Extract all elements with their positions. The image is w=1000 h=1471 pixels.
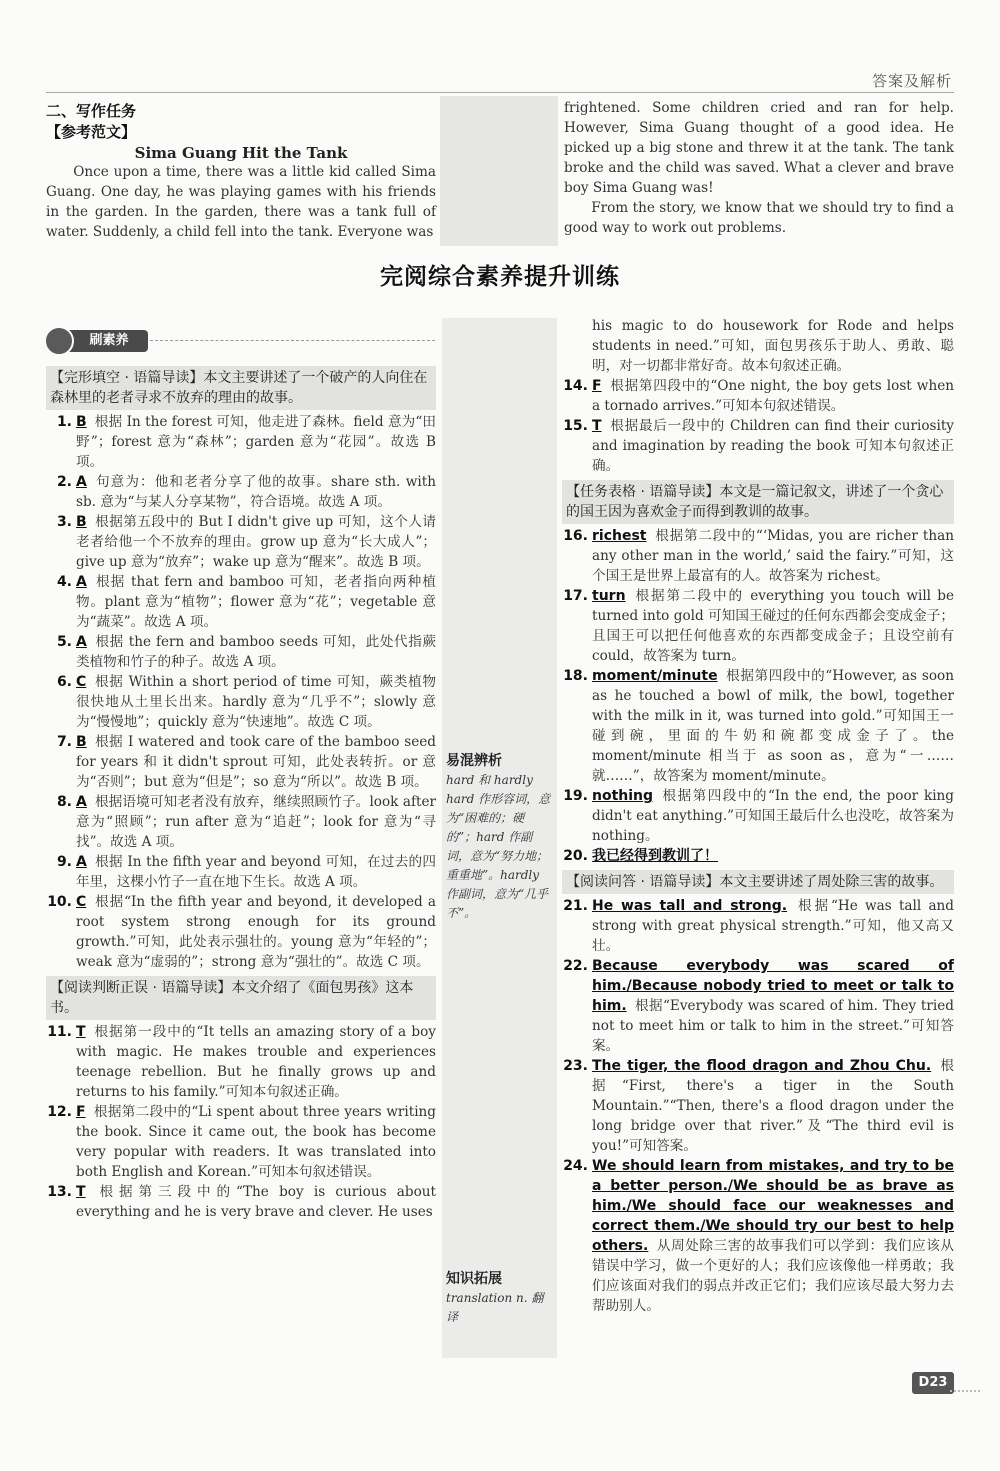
writing-right bbox=[564, 98, 954, 238]
answer-item: 4. A 根据 that fern and bamboo 可知，老者指向两种植物。plant 意为“植物”；flower 意为“花”；vegetable 意为“蔬菜”。故选 A 项。 bbox=[56, 574, 436, 630]
essay-right-text-2: From the story, we know that we should try to find a good way to work out problems. bbox=[564, 200, 954, 236]
true-false-section-header: 【阅读判断正误 · 语篇导读】本文介绍了《面包男孩》这本书。 bbox=[46, 976, 436, 1020]
true-false-answers bbox=[46, 1022, 436, 1222]
cloze-answers bbox=[46, 412, 436, 972]
page-title: 完阅综合素养提升训练 bbox=[380, 264, 620, 290]
answer-item: 13. T 根据第三段中的“The boy is curious about everything and he is very brave and clever. He uses bbox=[47, 1184, 436, 1220]
sample-essay-label: 【参考范文】 bbox=[46, 123, 137, 141]
answer-item: 5. A 根据 the fern and bamboo seeds 可知，此处代指蕨类植物和竹子的种子。故选 A 项。 bbox=[56, 634, 436, 670]
answer-item: 10. C 根据“In the fifth year and beyond, it developed a root system strong enough for its ground growth.”可知，此处表示强壮的。young 意为“年轻的”；weak 意为“虚弱的”；strong 意为“强壮的”。故选 C 项。 bbox=[47, 894, 436, 970]
answer-item: 2. A 句意为：他和老者分享了他的故事。share sth. with sb. 意为“与某人分享某物”，符合语境。故选 A 项。 bbox=[56, 474, 436, 510]
writing-section-title: 二、写作任务 bbox=[46, 102, 137, 120]
note-confusables-title: 易混辨析 bbox=[446, 753, 502, 769]
essay-title: Sima Guang Hit the Tank bbox=[134, 144, 348, 162]
answer-item: 24. We should learn from mistakes, and try to be a better person./We should be as brave as him./We should face our weaknesses and correct them./We should try our best to help others. 从周处除三害的故事我们可以学到：我们应该从错误中学习，做一个更好的人；我们应该像他一样勇敢；我们应该面对我们的弱点并改正它们；我们应该尽最大努力去帮助别人。 bbox=[563, 1158, 954, 1314]
continued-text: his magic to do housework for Rode and helps students in need.”可知，面包男孩乐于助人、勇敢、聪明，对一切都非常好奇。故本句叙述正确。 bbox=[592, 318, 954, 374]
answer-item: 7. B 根据 I watered and took care of the bamboo seed for years 和 it didn't sprout 可知，此处表转折。or 意为“否则”；but 意为“但是”；so 意为“所以”。故选 B 项。 bbox=[56, 734, 436, 790]
decorative-dots bbox=[950, 1390, 980, 1400]
answer-item: 21. He was tall and strong. 根据“He was tall and strong with great physical strength.”可知，他又高又壮。 bbox=[563, 898, 955, 954]
note-confusables-text: hard 和 hardly hard 作形容词，意为“困难的；硬的”；hard 作副词，意为“努力地；重重地”。hardly 作副词，意为“几乎不”。 bbox=[446, 773, 551, 920]
header-section-label: 答案及解析 bbox=[871, 72, 952, 90]
essay-right-text-1: frightened. Some children cried and ran for help. However, Sima Guang thought of a good idea. He picked up a big stone and threw it at the tank. The tank broke and the child was saved. What a clever and brave boy Sima Guang was! bbox=[564, 100, 954, 196]
answer-item: 19. nothing 根据第四段中的“In the end, the poor king didn't eat anything.”可知国王最后什么也没吃，故答案为 nothing。 bbox=[563, 788, 954, 844]
note-extension-text: translation n. 翻译 bbox=[446, 1291, 544, 1324]
note-extension-title: 知识拓展 bbox=[446, 1271, 502, 1287]
answer-item: 15. T 根据最后一段中的 Children can find their curiosity and imagination by reading the book 可知本句叙述正确。 bbox=[563, 418, 954, 474]
note-confusables bbox=[446, 752, 554, 923]
essay-left-text: Once upon a time, there was a little kid called Sima Guang. One day, he was playing games with his friends in the garden. In the garden, there was a tank full of water. Suddenly, a child fell into the tank. Everyone was bbox=[46, 164, 436, 240]
decorative-band bbox=[440, 96, 558, 246]
left-column bbox=[46, 366, 436, 1222]
answer-item: 3. B 根据第五段中的 But I didn't give up 可知，这个人请老者给他一个不放弃的理由。grow up 意为“长大成人”；give up 意为“放弃”；wake up 意为“醒来”。故选 B 项。 bbox=[56, 514, 436, 570]
answer-item: 23. The tiger, the flood dragon and Zhou Chu. 根据“First, there's a tiger in the South Mountain.”“Then, there's a flood dragon under the long bridge over that river.”及“The third evil is you!”可知答案。 bbox=[563, 1058, 954, 1154]
dashed-divider bbox=[150, 340, 435, 341]
practice-badge bbox=[44, 326, 148, 354]
answer-item: 17. turn 根据第二段中的 everything you touch will be turned into gold 可知国王碰过的任何东西都会变成金子；且国王可以把任何他喜欢的东西都变成金子；且设空前有 could，故答案为 turn。 bbox=[563, 588, 954, 664]
cloze-section-header: 【完形填空 · 语篇导读】本文主要讲述了一个破产的人向住在森林里的老者寻求不放弃的理由的故事。 bbox=[46, 366, 436, 410]
answer-item: 11. T 根据第一段中的“It tells an amazing story of a boy with magic. He makes trouble and experiences teenage rebellion. But he finally grows up and returns to his family.”可知本句叙述正确。 bbox=[47, 1024, 436, 1100]
answer-item: 20. 我已经得到教训了！ bbox=[563, 848, 718, 864]
answer-item: 22. Because everybody was scared of him./Because nobody tried to meet or talk to him. 根据“Everybody was scared of him. They tried not to meet him or talk to him in the street.”可知答案。 bbox=[563, 958, 954, 1054]
book-icon bbox=[44, 326, 74, 356]
practice-badge-label: 刷素养 bbox=[58, 330, 148, 352]
answer-item: 18. moment/minute 根据第四段中的“However, as soon as he touched a bowl of milk, the bowl, together with the milk in it, was turned into gold.”可知国王一碰到碗，里面的牛奶和碗都变成金子了。the moment/minute 相当于 as soon as，意为“一……就……”，故答案为 moment/minute。 bbox=[563, 668, 954, 784]
header-divider bbox=[46, 92, 954, 93]
answer-item: 6. C 根据 Within a short period of time 可知，蕨类植物很快地从土里长出来。hardly 意为“几乎不”；slowly 意为“慢慢地”；quickly 意为“快速地”。故选 C 项。 bbox=[56, 674, 436, 730]
answer-item: 12. F 根据第二段中的“Li spent about three years writing the book. Since it came out, the book has become very popular with readers. It was translated into both English and Korean.”可知本句叙述错误。 bbox=[47, 1104, 436, 1180]
right-column bbox=[562, 316, 954, 1316]
writing-left bbox=[46, 100, 436, 242]
answer-item: 9. A 根据 In the fifth year and beyond 可知，在过去的四年里，这棵小竹子一直在地下生长。故选 A 项。 bbox=[56, 854, 436, 890]
answer-item: 1. B 根据 In the forest 可知，他走进了森林。field 意为“田野”；forest 意为“森林”；garden 意为“花园”。故选 B 项。 bbox=[56, 414, 436, 470]
answer-item: 16. richest 根据第二段中的“‘Midas, you are richer than any other man in the world,’ said the fairy.”可知，这个国王是世界上最富有的人。故答案为 richest。 bbox=[563, 528, 954, 584]
page-number: D23 bbox=[912, 1372, 954, 1394]
table-task-section-header: 【任务表格 · 语篇导读】本文是一篇记叙文，讲述了一个贪心的国王因为喜欢金子而得到教训的故事。 bbox=[562, 480, 954, 524]
answer-item: 14. F 根据第四段中的“One night, the boy gets lost when a tornado arrives.”可知本句叙述错误。 bbox=[563, 378, 954, 414]
qa-section-header: 【阅读问答 · 语篇导读】本文主要讲述了周处除三害的故事。 bbox=[562, 870, 954, 894]
answer-item: 8. A 根据语境可知老者没有放弃，继续照顾竹子。look after 意为“照顾”；run after 意为“追赶”；look for 意为“寻找”。故选 A 项。 bbox=[56, 794, 436, 850]
note-extension bbox=[446, 1270, 554, 1327]
